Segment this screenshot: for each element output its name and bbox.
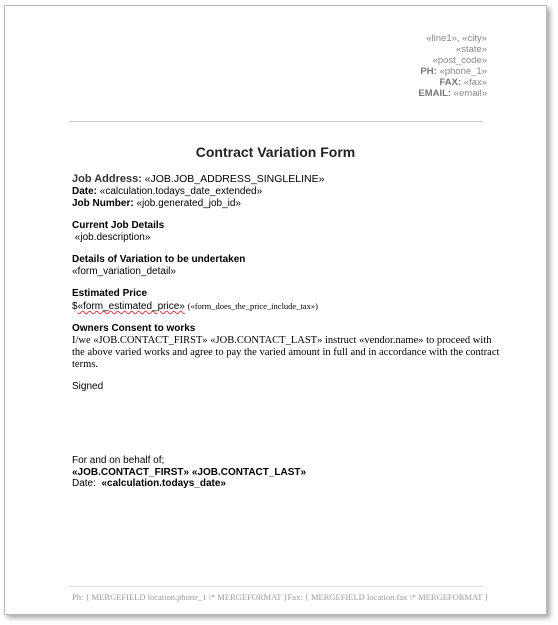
- behalf-line: For and on behalf of;: [72, 455, 165, 466]
- phone-label: PH:: [420, 66, 437, 77]
- address-fax: [418, 77, 487, 88]
- date-value: «calculation.todays_date_extended»: [99, 186, 263, 197]
- current-job-heading: Current Job Details: [72, 220, 165, 231]
- consent-heading: Owners Consent to works: [72, 323, 196, 334]
- document-title: Contract Variation Form: [195, 144, 356, 160]
- variation-heading: Details of Variation to be undertaken: [72, 254, 246, 265]
- job-address-line: [72, 173, 502, 186]
- date-line: [72, 186, 502, 198]
- job-address-label: Job Address:: [72, 173, 142, 185]
- signed-label: Signed: [72, 381, 104, 392]
- job-description-field: «job.description»: [74, 232, 151, 243]
- address-line1: «line1», «city»: [426, 33, 487, 44]
- variation-value: «form_variation_detail»: [72, 266, 176, 277]
- behalf-names: «JOB.CONTACT_FIRST» «JOB.CONTACT_LAST»: [72, 466, 307, 478]
- price-prefix: $: [72, 301, 78, 312]
- footer-divider: [69, 586, 483, 587]
- on-behalf-block: [72, 455, 306, 490]
- price-heading: Estimated Price: [72, 288, 148, 299]
- date-label: Date:: [72, 186, 98, 197]
- email-label: EMAIL:: [418, 88, 452, 99]
- form-body: [72, 173, 502, 393]
- address-phone: [418, 66, 487, 77]
- behalf-date-value: «calculation.todays_date»: [101, 478, 226, 489]
- job-number-label: Job Number:: [72, 198, 134, 209]
- consent-text: I/we «JOB.CONTACT_FIRST» «JOB.CONTACT_LAST» instruct «vendor.name» to proceed with the above varied works and agree to pay the varied amount in full and in accordance with the contract terms.: [72, 335, 500, 370]
- page-footer: Ph: { MERGEFIELD location.phone_1 \* MERGEFORMAT }Fax: { MERGEFIELD location.fax \* MERGEFORMAT }: [72, 592, 489, 602]
- price-line: [72, 300, 502, 313]
- behalf-date-label: Date:: [72, 478, 96, 489]
- job-number-line: [72, 198, 502, 210]
- address-state: «state»: [455, 44, 487, 55]
- email-value: «email»: [453, 88, 487, 99]
- header-divider: [69, 121, 483, 122]
- address-email: [418, 88, 487, 99]
- job-number-value: «job.generated_job_id»: [136, 198, 241, 209]
- current-job-value: [72, 232, 502, 244]
- behalf-date-line: [72, 478, 306, 490]
- price-tax-field: («form_does_the_price_include_tax»): [187, 301, 318, 311]
- document-page: [4, 5, 547, 615]
- address-post-code: «post_code»: [432, 55, 487, 66]
- fax-value: «fax»: [463, 77, 487, 88]
- phone-value: «phone_1»: [439, 66, 487, 77]
- fax-label: FAX:: [439, 77, 462, 88]
- job-address-value: «JOB.JOB_ADDRESS_SINGLELINE»: [144, 173, 325, 185]
- estimated-price-field: «form_estimated_price»: [77, 301, 185, 312]
- company-address-block: [418, 33, 487, 99]
